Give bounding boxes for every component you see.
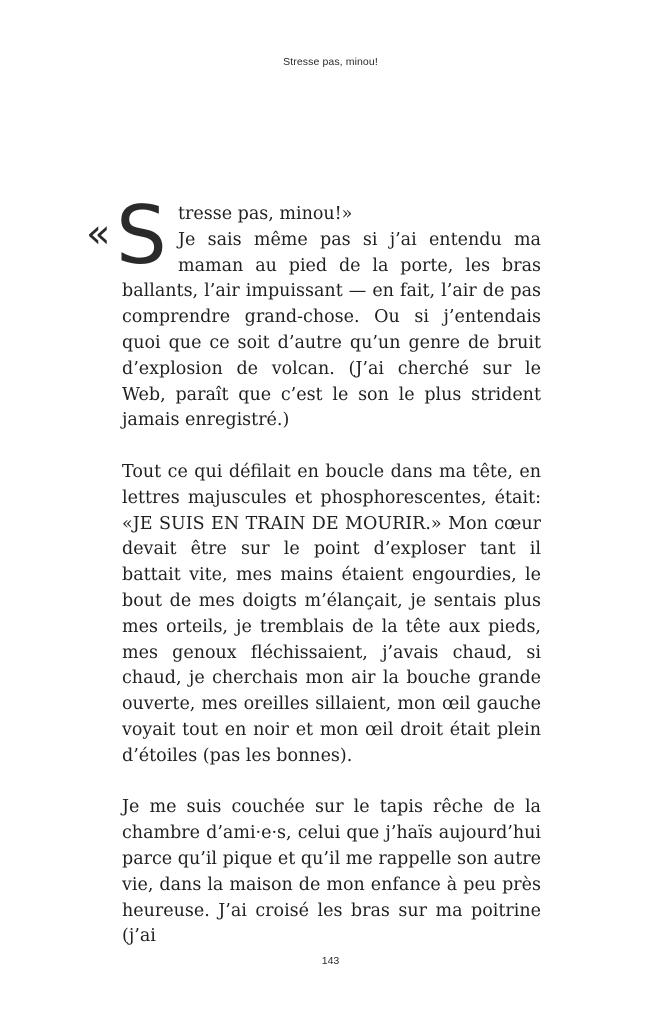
body-text [86, 189, 541, 950]
paragraph-3: Je me suis couchée sur le tapis rêche de la chambre d’ami·e·s, celui que j’haïs aujourd’hui parce qu’il pique et qu’il me rappelle son autre vie, dans la maison de mon enfance à peu près heureuse. J’ai croisé les bras sur ma poitrine (j’ai [122, 797, 541, 947]
drop-cap-group [86, 189, 176, 282]
paragraph-1-opening-line: tresse pas, minou!» [178, 204, 353, 224]
drop-cap-letter: S [116, 189, 167, 282]
opening-guillemet: « [86, 211, 111, 257]
paragraph-2: Tout ce qui défilait en boucle dans ma tête, en lettres majuscules et phosphorescentes, était: «JE SUIS EN TRAIN DE MOURIR.» Mon cœur devait être sur le point d’exploser tant il battait vite, mes mains étaient engourdies, le bout de mes doigts m’élançait, je sentais plus mes orteils, je tremblais de la tête aux pieds, mes genoux fléchissaient, j’avais chaud, si chaud, je cherchais mon air la bouche grande ouverte, mes oreilles sillaient, mon œil gauche voyait tout en noir et mon œil droit était plein d’étoiles (pas les bonnes). [122, 461, 541, 766]
page-number: 143 [321, 955, 340, 967]
paragraph-1 [86, 189, 541, 434]
running-header-title: Stresse pas, minou! [283, 56, 378, 68]
paragraph-1-text: Je sais même pas si j’ai entendu ma maman au pied de la porte, les bras ballants, l’air impuissant — en fait, l’air de pas comprendre grand-chose. Ou si j’entendais quoi que ce soit d’autre qu’un genre de bruit d’explosion de volcan. (J’ai cherché sur le Web, paraît que c’est le son le plus strident jamais enregistré.) [122, 229, 541, 431]
